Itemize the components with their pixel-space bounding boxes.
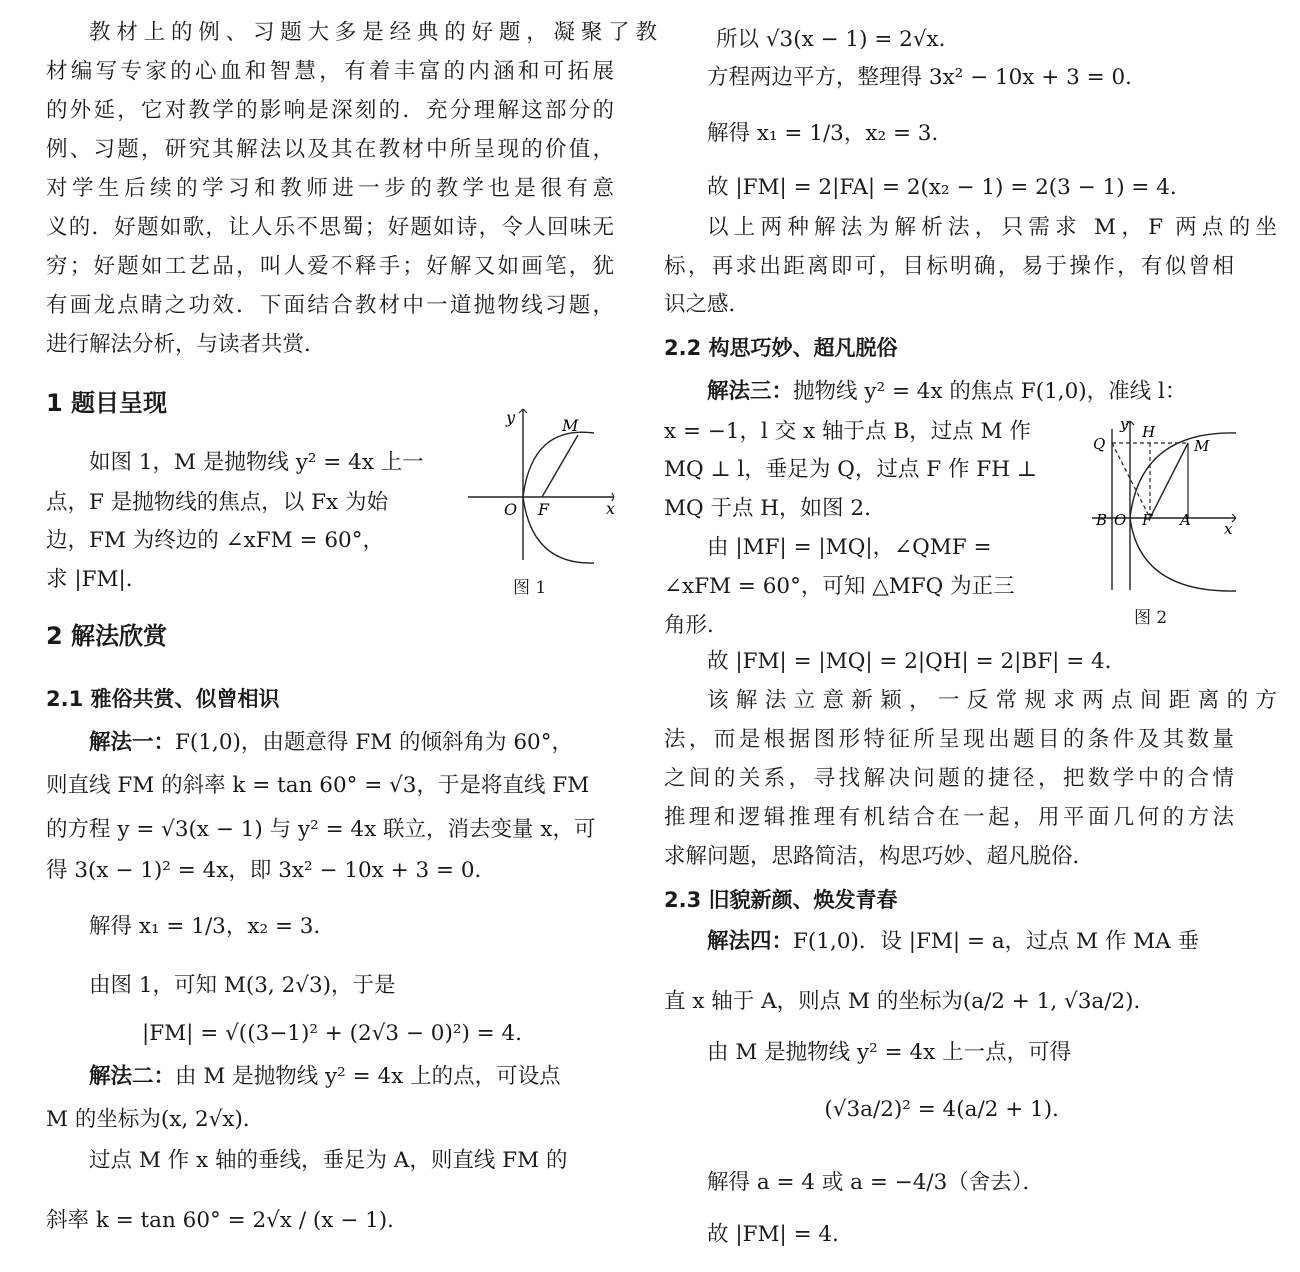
method1-formula: |FM| = √((3−1)² + (2√3 − 0)²) = 4． (142, 1021, 537, 1046)
method3-line: x = −1，l 交 x 轴于点 B，过点 M 作 (664, 419, 1031, 444)
section2-title: 2 解法欣赏 (46, 622, 168, 650)
subsection-2-2: 2.2 构思巧妙、超凡脱俗 (664, 336, 898, 360)
label-y: y (1120, 415, 1129, 433)
method3-comment: 法，而是根据图形特征所呈现出题目的条件及其数量 (664, 727, 1234, 752)
method1-line: 得 3(x − 1)² = 4x，即 3x² − 10x + 3 = 0． (46, 858, 497, 883)
label-q: Q (1093, 435, 1106, 453)
label-f: F (538, 500, 550, 519)
figure-1 (466, 405, 616, 600)
method3-comment: 推理和逻辑推理有机结合在一起，用平面几何的方法 (664, 805, 1234, 830)
label-b: B (1096, 511, 1108, 529)
figure-2 (1090, 415, 1240, 630)
method4-formula: (√3a/2)² = 4(a/2 + 1)． (824, 1097, 1074, 1122)
method3-line: MQ ⊥ l，垂足为 Q，过点 F 作 FH ⊥ (664, 457, 1038, 482)
method2-line: 解法二：由 M 是抛物线 y² = 4x 上的点，可设点 (89, 1064, 561, 1089)
label-m: M (562, 416, 579, 435)
intro-line: 教材上的例、习题大多是经典的好题，凝聚了教 (89, 20, 657, 45)
intro-line: 对学生后续的学习和教师进一步的教学也是很有意 (46, 176, 614, 201)
method1-line: 解得 x₁ = 1/3，x₂ = 3． (89, 914, 335, 939)
method1-line: 解法一：F(1,0)，由题意得 FM 的倾斜角为 60°， (89, 730, 573, 755)
commentary-line: 标，再求出距离即可，目标明确，易于操作，有似曾相 (664, 254, 1234, 279)
problem-line: 点，F 是抛物线的焦点，以 Fx 为始 (46, 490, 388, 515)
figure-2-caption: 图 2 (1134, 608, 1168, 628)
method3-comment: 该解法立意新颖，一反常规求两点间距离的方 (707, 688, 1277, 713)
label-o: O (1114, 511, 1127, 529)
intro-line: 例、习题，研究其解法以及其在教材中所呈现的价值， (46, 137, 614, 162)
method4-line: 由 M 是抛物线 y² = 4x 上一点，可得 (707, 1040, 1072, 1065)
method2-label: 解法二： (89, 1064, 176, 1089)
commentary-line: 识之感． (664, 292, 751, 317)
figure-2-diagram (1090, 415, 1238, 595)
label-f: F (1142, 511, 1153, 529)
method1-label: 解法一： (89, 730, 176, 755)
intro-line: 的外延，它对教学的影响是深刻的．充分理解这部分的 (46, 98, 614, 123)
label-m: M (1194, 437, 1210, 455)
method4-line: 故 |FM| = 4． (707, 1222, 854, 1247)
segment-fm (542, 435, 578, 497)
label-h: H (1142, 423, 1156, 441)
label-y: y (506, 408, 516, 427)
method3-comment: 求解问题，思路简洁，构思巧妙、超凡脱俗． (664, 844, 1095, 869)
method1-line: 的方程 y = √3(x − 1) 与 y² = 4x 联立，消去变量 x，可 (46, 817, 596, 842)
intro-line: 进行解法分析，与读者共赏． (46, 332, 326, 357)
method2-cont-line: 解得 x₁ = 1/3，x₂ = 3． (707, 121, 953, 146)
problem-line: 求 |FM|． (46, 567, 148, 592)
method2-cont-line: 方程两边平方，整理得 3x² − 10x + 3 = 0． (707, 65, 1147, 90)
method4-line: 解得 a = 4 或 a = −4/3（舍去）． (707, 1170, 1045, 1195)
method3-line: ∠xFM = 60°，可知 △MFQ 为正三 (664, 574, 1015, 599)
intro-line: 义的．好题如歌，让人乐不思蜀；好题如诗，令人回味无 (46, 215, 614, 240)
method4-line: 直 x 轴于 A，则点 M 的坐标为(a/2 + 1, √3a/2)． (664, 989, 1156, 1014)
method2-line: 斜率 k = tan 60° = 2√x / (x − 1)． (46, 1208, 409, 1233)
problem-line: 如图 1，M 是抛物线 y² = 4x 上一 (89, 450, 424, 475)
figure-1-diagram (466, 405, 616, 565)
subsection-2-3: 2.3 旧貌新颜、焕发青春 (664, 888, 898, 912)
segment-qf (1112, 443, 1150, 518)
method4-line: 解法四：F(1,0)．设 |FM| = a，过点 M 作 MA 垂 (707, 929, 1200, 954)
section1-title: 1 题目呈现 (46, 389, 168, 417)
method3-line: 由 |MF| = |MQ|，∠QMF = (707, 535, 992, 560)
method2-line: M 的坐标为(x, 2√x)． (46, 1107, 265, 1132)
method3-line: MQ 于点 H，如图 2． (664, 496, 886, 521)
label-a: A (1180, 511, 1191, 529)
intro-line: 穷；好题如工艺品，叫人爱不释手；好解又如画笔，犹 (46, 254, 614, 279)
subsection-2-1: 2.1 雅俗共赏、似曾相识 (46, 687, 280, 711)
segment-fm (1150, 443, 1188, 518)
method4-label: 解法四： (707, 929, 794, 954)
method3-line: 故 |FM| = |MQ| = 2|QH| = 2|BF| = 4． (707, 649, 1127, 674)
label-x: x (606, 499, 616, 518)
label-o: O (504, 500, 518, 519)
label-x: x (1224, 520, 1233, 538)
intro-line: 有画龙点睛之功效．下面结合教材中一道抛物线习题， (46, 293, 614, 318)
method2-cont-line: 所以 √3(x − 1) = 2√x． (716, 27, 961, 52)
figure-1-caption: 图 1 (513, 578, 547, 598)
method1-line: 由图 1，可知 M(3, 2√3)，于是 (89, 973, 396, 998)
method1-line: 则直线 FM 的斜率 k = tan 60° = √3，于是将直线 FM (46, 773, 590, 798)
commentary-line: 以上两种解法为解析法，只需求 M，F 两点的坐 (707, 215, 1277, 240)
method2-line: 过点 M 作 x 轴的垂线，垂足为 A，则直线 FM 的 (89, 1148, 568, 1173)
problem-line: 边，FM 为终边的 ∠xFM = 60°， (46, 528, 384, 553)
method3-line: 角形． (664, 613, 729, 638)
method3-comment: 之间的关系，寻找解决问题的捷径，把数学中的合情 (664, 766, 1234, 791)
method3-line: 解法三：抛物线 y² = 4x 的焦点 F(1,0)，准线 l： (707, 379, 1187, 404)
intro-line: 材编写专家的心血和智慧，有着丰富的内涵和可拓展 (46, 59, 614, 84)
method2-cont-line: 故 |FM| = 2|FA| = 2(x₂ − 1) = 2(3 − 1) = 4． (707, 175, 1192, 200)
method3-label: 解法三： (707, 379, 794, 404)
